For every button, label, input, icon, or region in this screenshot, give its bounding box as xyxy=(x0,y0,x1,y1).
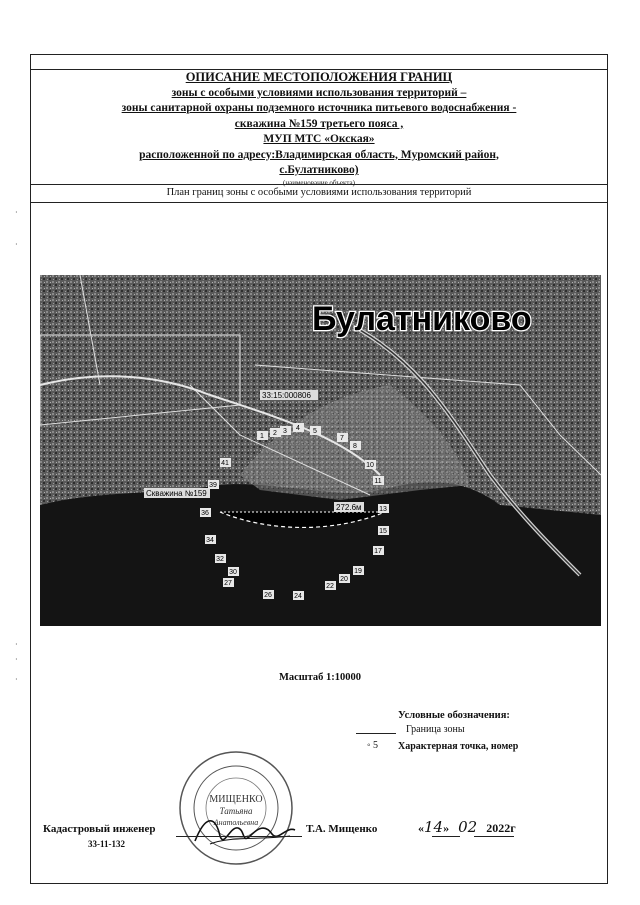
radius-label: 272.6м xyxy=(336,503,362,512)
point-marker xyxy=(293,423,304,432)
point-marker xyxy=(263,590,274,599)
margin-mark-1: · xyxy=(15,208,18,217)
point-marker xyxy=(353,566,364,575)
point-number: 11 xyxy=(374,478,382,485)
handwritten-signature xyxy=(190,806,300,851)
point-marker xyxy=(270,428,281,437)
point-number: 4 xyxy=(296,425,300,432)
point-number: 10 xyxy=(366,462,374,469)
separator-caption xyxy=(30,202,608,203)
point-number: 27 xyxy=(224,580,232,587)
point-marker xyxy=(220,458,231,467)
plan-caption: План границ зоны с особыми условиями использования территорий xyxy=(166,187,472,198)
legend-point-symbol xyxy=(367,740,378,751)
point-marker xyxy=(205,535,216,544)
point-marker xyxy=(280,426,291,435)
cadastral-label: 33:15:000806 xyxy=(262,391,311,400)
point-marker xyxy=(365,460,376,469)
month-underline xyxy=(474,836,514,837)
object-note: (наименование объекта) xyxy=(283,178,355,187)
legend-title: Условные обозначения: xyxy=(398,710,510,721)
point-number: 39 xyxy=(209,482,217,489)
point-number: 24 xyxy=(294,593,302,600)
circle-icon: ◦ xyxy=(367,740,371,751)
point-number: 8 xyxy=(353,443,357,450)
signing-date xyxy=(418,818,516,836)
date-year: 2022г xyxy=(486,821,516,835)
legend-point-number: 5 xyxy=(373,740,379,751)
margin-mark-4: · xyxy=(15,655,18,664)
point-marker xyxy=(215,554,226,563)
aerial-map xyxy=(40,275,601,626)
point-marker xyxy=(223,578,234,587)
point-marker xyxy=(373,546,384,555)
point-number: 41 xyxy=(221,460,229,467)
engineer-label: Кадастровый инженер xyxy=(43,823,156,835)
separator-header xyxy=(30,184,608,185)
point-marker xyxy=(378,526,389,535)
point-number: 15 xyxy=(379,528,387,535)
header-line-3: скважина №159 третьего пояса , xyxy=(234,117,404,130)
point-number: 5 xyxy=(313,428,317,435)
point-number: 36 xyxy=(201,510,209,517)
point-marker xyxy=(208,480,219,489)
date-quote-close: » xyxy=(443,821,450,835)
point-number: 19 xyxy=(354,568,362,575)
point-number: 1 xyxy=(260,433,264,440)
seal-first-name: Татьяна xyxy=(219,806,253,816)
header-line-4: МУП МТС «Окская» xyxy=(263,133,375,145)
point-number: 2 xyxy=(273,430,277,437)
point-marker xyxy=(228,567,239,576)
date-day: 14 xyxy=(424,818,444,836)
point-marker xyxy=(257,431,268,440)
map-svg xyxy=(40,275,601,626)
engineer-name: Т.А. Мищенко xyxy=(306,823,378,835)
point-number: 22 xyxy=(326,583,334,590)
legend-point-text: Характерная точка, номер xyxy=(398,741,519,752)
point-number: 3 xyxy=(283,428,287,435)
scale-label: Масштаб 1:10000 xyxy=(278,672,362,683)
margin-mark-5: · xyxy=(15,675,18,684)
point-number: 20 xyxy=(340,576,348,583)
point-marker xyxy=(200,508,211,517)
point-number: 17 xyxy=(374,548,382,555)
signature-line xyxy=(176,836,302,837)
header-line-5: расположенной по адресу:Владимирская область, Муромский район, xyxy=(139,148,499,161)
date-quote-open: « xyxy=(418,821,424,835)
seal-patronymic: Анатольевна xyxy=(213,818,259,827)
point-marker xyxy=(350,441,361,450)
point-marker xyxy=(378,504,389,513)
point-marker xyxy=(337,433,348,442)
date-month: 02 xyxy=(458,818,478,836)
seal-surname: МИЩЕНКО xyxy=(209,794,263,805)
point-number: 7 xyxy=(340,435,344,442)
point-marker xyxy=(373,476,384,485)
legend-boundary-line xyxy=(356,733,396,734)
point-marker xyxy=(339,574,350,583)
legend-boundary-text: Граница зоны xyxy=(406,724,465,735)
header-line-1: зоны с особыми условиями использования территорий – xyxy=(171,86,467,99)
header-line-6: с.Булатниково) xyxy=(279,164,359,176)
well-label: Скважина №159 xyxy=(146,489,207,498)
village-label: Булатниково xyxy=(312,300,532,338)
point-marker xyxy=(325,581,336,590)
point-marker xyxy=(293,591,304,600)
point-number: 34 xyxy=(206,537,214,544)
document-header xyxy=(32,70,606,188)
margin-mark-2: · xyxy=(15,240,18,249)
margin-mark-3: · xyxy=(15,640,18,649)
header-line-2: зоны санитарной охраны подземного источника питьевого водоснабжения - xyxy=(121,102,517,114)
point-number: 13 xyxy=(379,506,387,513)
point-number: 26 xyxy=(264,592,272,599)
point-number: 32 xyxy=(216,556,224,563)
document-title: ОПИСАНИЕ МЕСТОПОЛОЖЕНИЯ ГРАНИЦ xyxy=(185,70,453,84)
engineer-registration: 33-11-132 xyxy=(88,839,125,849)
point-marker xyxy=(310,426,321,435)
day-underline xyxy=(432,836,460,837)
point-number: 30 xyxy=(229,569,237,576)
